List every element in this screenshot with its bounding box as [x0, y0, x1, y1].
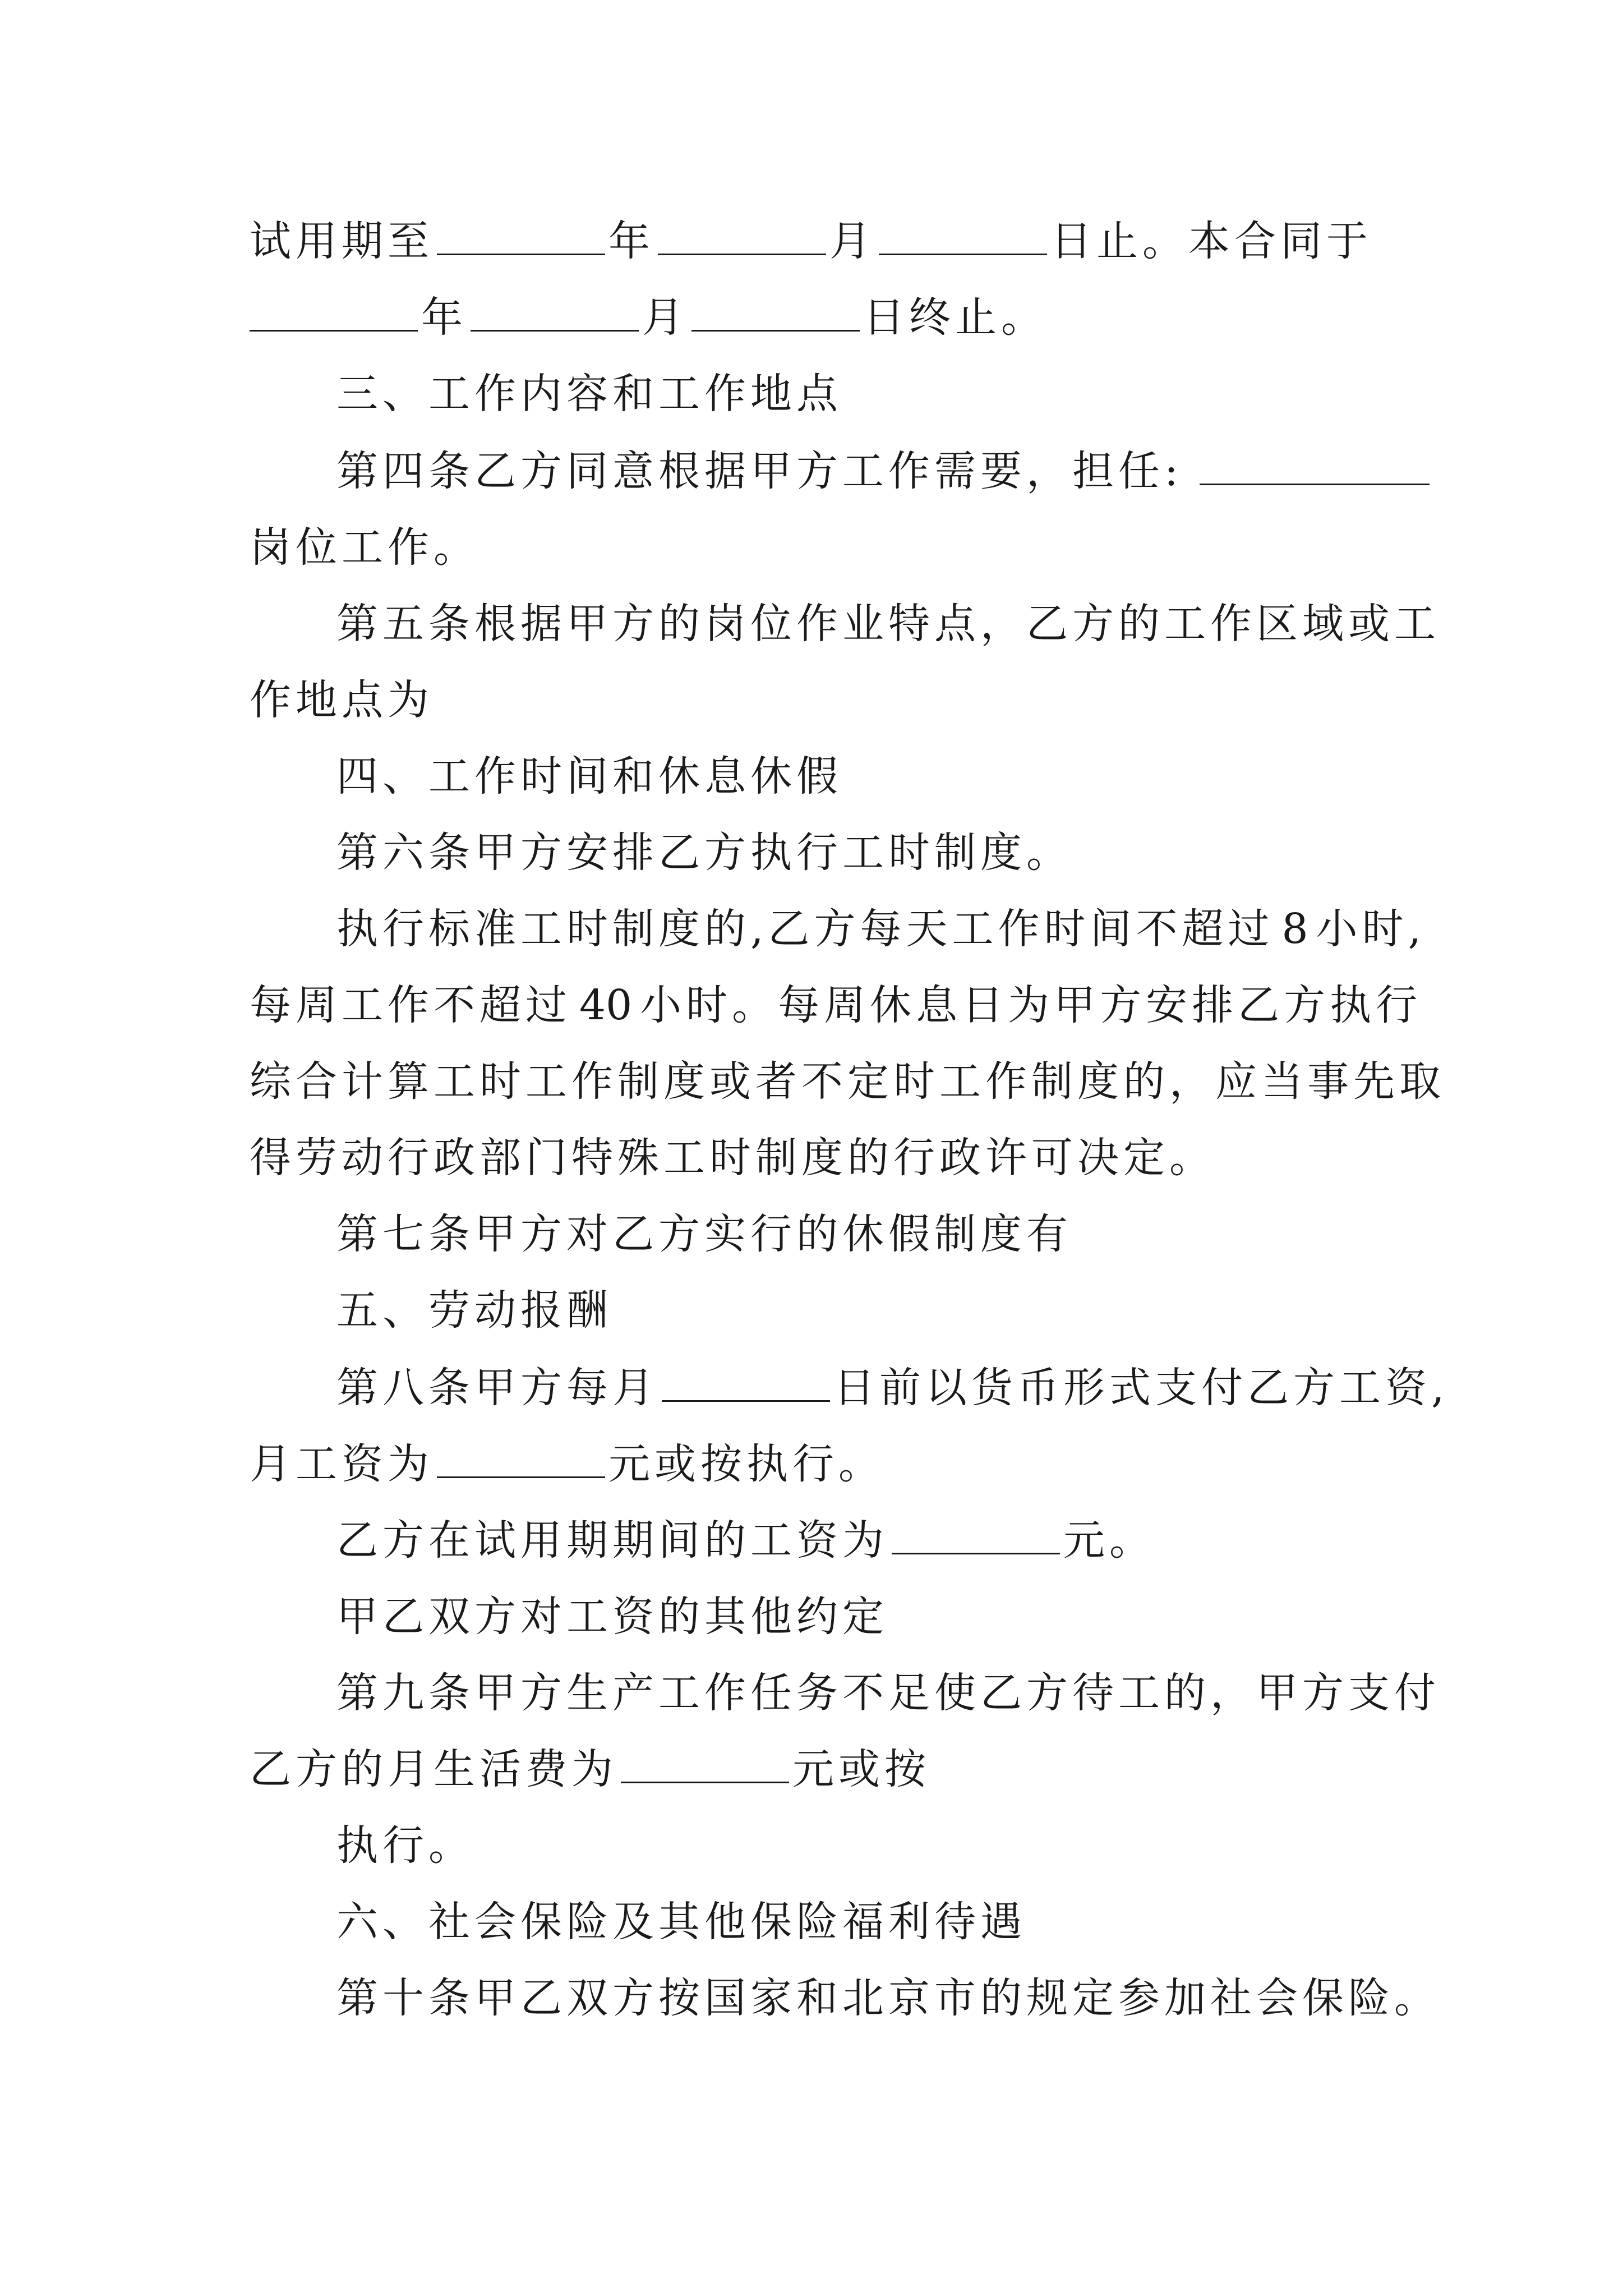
blank-field[interactable] — [621, 1746, 789, 1783]
text-line — [336, 1512, 1391, 1568]
blank-field[interactable] — [437, 1441, 605, 1478]
text-line: 第十条甲乙双方按国家和北京市的规定参加社会保险。 — [336, 1974, 1440, 2022]
text-segment: 月 — [829, 217, 875, 265]
text-line — [250, 1436, 1388, 1492]
blank-field[interactable] — [691, 294, 860, 332]
text-segment: 乙方的月生活费为 — [250, 1745, 617, 1793]
text-line — [336, 901, 1426, 957]
text-segment: 日前以货币形式支付乙方工资, — [833, 1364, 1449, 1412]
text-segment: 元或按执行。 — [608, 1440, 884, 1488]
text-segment: 试用期至 — [250, 217, 434, 265]
text-line — [336, 443, 1391, 499]
text-line: 得劳动行政部门特殊工时制度的行政许可决定。 — [250, 1134, 1215, 1182]
blank-field[interactable] — [1200, 448, 1430, 485]
section-heading: 三、工作内容和工作地点 — [336, 370, 842, 418]
text-segment: 每周工作不超过 — [250, 981, 571, 1029]
section-heading: 六、社会保险及其他保险福利待遇 — [336, 1898, 1026, 1946]
text-segment: 元或按 — [792, 1745, 930, 1793]
text-line: 第七条甲方对乙方实行的休假制度有 — [336, 1210, 1072, 1258]
text-segment: 第八条甲方每月 — [336, 1364, 658, 1412]
text-segment: 月工资为 — [250, 1440, 434, 1488]
text-segment: 日终止。 — [863, 293, 1047, 342]
number-value: 40 — [579, 981, 633, 1029]
text-segment: 执行标准工时制度的,乙方每天工作时间不超过 — [336, 905, 1274, 953]
text-line — [250, 977, 1422, 1033]
section-heading: 五、劳动报酬 — [336, 1286, 612, 1335]
text-line: 第九条甲方生产工作任务不足使乙方待工的，甲方支付 — [336, 1669, 1440, 1717]
blank-field[interactable] — [658, 218, 826, 255]
number-value: 8 — [1281, 905, 1308, 953]
text-line: 第六条甲方安排乙方执行工时制度。 — [336, 829, 1072, 877]
blank-field[interactable] — [892, 1517, 1060, 1554]
text-line — [336, 1360, 1449, 1416]
blank-field[interactable] — [471, 294, 639, 332]
text-segment: 年 — [421, 293, 467, 342]
text-segment: 第四条乙方同意根据甲方工作需要，担任: — [336, 447, 1183, 495]
text-segment: 日止。本合同于 — [1050, 217, 1372, 265]
text-line: 甲乙双方对工资的其他约定 — [336, 1593, 888, 1641]
text-segment: 月 — [642, 293, 688, 342]
text-line — [250, 1741, 1388, 1797]
text-line — [250, 213, 1388, 269]
text-line: 综合计算工时工作制度或者不定时工作制度的，应当事先取 — [250, 1057, 1445, 1106]
text-segment: 乙方在试用期期间的工资为 — [336, 1516, 888, 1565]
text-segment: 小时, — [1316, 905, 1426, 953]
blank-field[interactable] — [662, 1364, 830, 1402]
blank-field[interactable] — [879, 218, 1047, 255]
text-segment: 小时。每周休息日为甲方安排乙方执行 — [640, 981, 1422, 1029]
text-segment: 年 — [608, 217, 654, 265]
text-line: 执行。 — [336, 1821, 474, 1870]
text-line: 作地点为 — [250, 676, 434, 724]
blank-field[interactable] — [437, 218, 605, 255]
text-segment: 元。 — [1063, 1516, 1155, 1565]
blank-field[interactable] — [250, 294, 418, 332]
text-line — [250, 289, 1388, 346]
section-heading: 四、工作时间和休息休假 — [336, 752, 842, 800]
text-line: 第五条根据甲方的岗位作业特点，乙方的工作区域或工 — [336, 600, 1440, 648]
text-line: 岗位工作。 — [250, 523, 479, 572]
